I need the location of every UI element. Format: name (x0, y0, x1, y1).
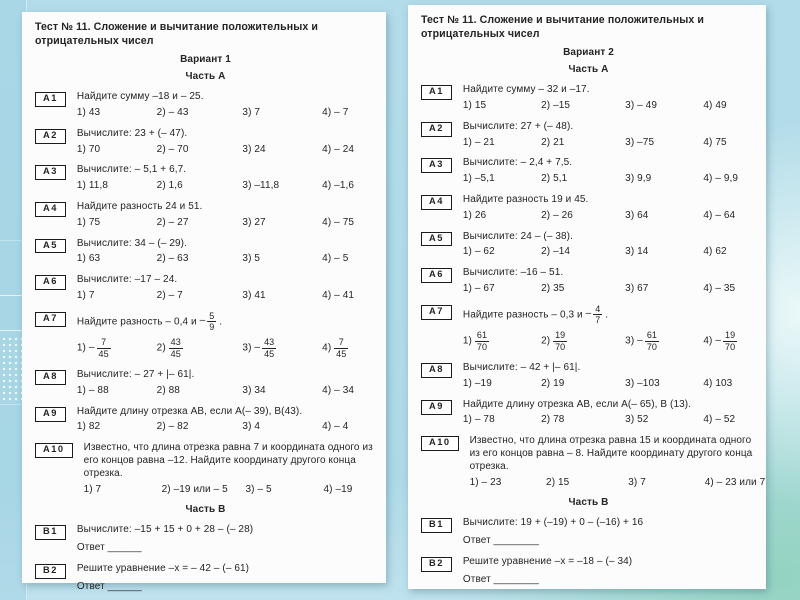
question-row (35, 311, 376, 362)
question-number-box: А7 (35, 312, 66, 327)
question-number-box: А8 (35, 370, 66, 385)
fraction-numerator: 19 (725, 330, 736, 341)
question-row (35, 442, 376, 499)
answer-option: 2) 19 (541, 377, 565, 389)
minus-sign: – (637, 334, 643, 346)
answer-options (463, 414, 756, 427)
answer-option: 2) 21 (541, 136, 565, 148)
answer-option: 4) $\frac{7}{45}$ (322, 337, 347, 359)
part-a-label: Часть А (185, 71, 226, 83)
answer-option: 2) –15 (541, 99, 571, 111)
fraction-denominator: 70 (555, 341, 566, 352)
question-row (421, 267, 756, 299)
answer-option: 2) – 70 (156, 143, 189, 155)
answer-options (77, 180, 376, 193)
answer-option: 3) 34 (242, 384, 266, 396)
answer-options (463, 330, 756, 352)
answer-option: 3) 7 (628, 476, 646, 488)
question-text: Вычислите: – 5,1 + 6,7. (76, 164, 187, 176)
fraction-numerator: 5 (209, 310, 215, 321)
answer-option: 3) –11,8 (242, 180, 280, 192)
question-row (421, 556, 756, 590)
answer-option: 4) – 4 (322, 421, 349, 433)
question-text: Вычислите: –17 – 24. (76, 274, 178, 286)
answer-option: 4) – 35 (703, 282, 736, 294)
fraction-denominator: 9 (209, 322, 215, 333)
question-number-box: А3 (421, 158, 452, 173)
answer-option: 4) –19 (323, 483, 353, 495)
question-number-box: А1 (35, 92, 66, 107)
question-number-box: А8 (421, 363, 452, 378)
answer-options (77, 217, 376, 230)
answer-option: 2) 1,6 (156, 180, 183, 192)
fraction-denominator: 7 (595, 315, 601, 326)
question-text: Известно, что длина отрезка равна 15 и координата одного из его концов равна – 8. Найдите координату другого конца отрезка. (469, 435, 753, 472)
answer-option: 4) – 34 (322, 384, 355, 396)
answer-option: 4) 49 (703, 99, 727, 111)
answer-option: 3) 52 (625, 414, 649, 426)
question-row (421, 435, 766, 492)
question-text: Найдите разность 19 и 45. (462, 193, 589, 205)
page-title: Тест № 11. Сложение и вычитание положительных и отрицательных чисел (35, 21, 319, 47)
question-row (35, 274, 376, 306)
answer-option: 3) 27 (242, 216, 266, 228)
answer-option: 2) –19 или – 5 (161, 483, 228, 495)
answer-option: 4) – 7 (322, 106, 349, 118)
question-text: Найдите разность – 0,3 и – $\frac{4}{7}$ . (462, 303, 609, 326)
question-text: Найдите сумму – 32 и –17. (462, 84, 590, 96)
question-number-box: А9 (421, 400, 452, 415)
fraction (169, 337, 183, 359)
question-row (421, 194, 756, 226)
question-text: Вычислите: –15 + 15 + 0 + 28 – (– 28) (76, 524, 254, 536)
question-number-box: В1 (35, 525, 66, 540)
question-text: Найдите длину отрезка АВ, если А(– 65), В (13). (462, 398, 692, 410)
answer-option: 2) – 43 (156, 106, 189, 118)
question-row (421, 231, 756, 263)
answer-option: 4) – 23 или 7 (704, 476, 766, 488)
answer-option: 1) 7 (83, 483, 102, 495)
answer-option: 2) – 7 (156, 289, 183, 301)
question-number-box: А10 (35, 443, 73, 458)
answer-option: 1) 82 (76, 421, 101, 433)
question-row (35, 369, 376, 401)
answer-option: 3) – 49 (625, 99, 658, 111)
minus-sign: – (88, 341, 95, 353)
answer-option: 4) – 75 (322, 216, 355, 228)
answer-options (463, 283, 756, 296)
question-text: Вычислите: 34 – (– 29). (76, 237, 187, 249)
answer-option: 4) – 24 (322, 143, 355, 155)
fraction (334, 337, 348, 359)
fraction (475, 330, 489, 352)
page-title: Тест № 11. Сложение и вычитание положительных и отрицательных чисел (421, 14, 705, 40)
test-page-variant-1 (22, 12, 386, 592)
question-text: Вычислите: 27 + (– 48). (462, 120, 574, 132)
answer-options (463, 378, 756, 391)
answer-option: 4) – 64 (703, 209, 736, 221)
question-number-box: А7 (421, 305, 452, 320)
question-row (421, 362, 756, 394)
question-number-box: А5 (35, 239, 66, 254)
test-page-variant-2 (408, 5, 766, 589)
fraction-numerator: 7 (97, 337, 111, 348)
answer-option: 2) – 26 (541, 209, 573, 221)
answer-option: 3) 24 (242, 143, 266, 155)
questions-list (35, 91, 376, 596)
question-number-box: А6 (421, 268, 452, 283)
part-b-label: Часть В (185, 504, 226, 516)
answer-option: 4) –1,6 (322, 180, 355, 192)
answer-blank-line: Ответ ______ (76, 580, 142, 592)
question-row (35, 524, 376, 558)
answer-option: 3) 9,9 (625, 173, 652, 185)
answer-option: 1) 63 (76, 253, 101, 265)
question-text: Найдите разность 24 и 51. (76, 200, 203, 212)
fraction (254, 337, 276, 359)
answer-option: 1) 70 (76, 143, 101, 155)
answer-option: 3) 64 (625, 209, 649, 221)
part-b-label: Часть В (568, 497, 609, 509)
answer-option: 1) – $\frac{7}{45}$ (76, 337, 109, 359)
answer-option: 1) – 62 (462, 246, 495, 258)
answer-option: 3) 5 (242, 253, 261, 265)
answer-option: 1) – 23 (469, 476, 502, 488)
part-a-label: Часть А (568, 64, 609, 76)
answer-option: 2) 78 (541, 414, 565, 426)
fraction (637, 330, 659, 352)
fraction-numerator: 61 (476, 330, 488, 341)
question-row (35, 238, 376, 270)
variant-label: Вариант 1 (180, 53, 231, 65)
answer-option: 2) – 63 (156, 253, 189, 265)
fraction-numerator: 43 (264, 337, 275, 348)
answer-option: 1) – 78 (462, 414, 495, 426)
answer-options (463, 246, 756, 259)
fraction-denominator: 70 (476, 341, 488, 352)
minus-sign: – (715, 334, 722, 346)
question-row (35, 563, 376, 597)
answer-options (469, 476, 766, 490)
answer-option: 2) 15 (546, 476, 570, 488)
question-text: Вычислите: 19 + (–19) + 0 – (–16) + 16 (462, 517, 644, 529)
question-text: Найдите сумму –18 и – 25. (76, 91, 204, 103)
fraction (586, 304, 603, 326)
answer-option: 1) –19 (462, 377, 492, 389)
variant-label: Вариант 2 (563, 46, 614, 58)
fraction (89, 337, 111, 359)
question-number-box: А5 (421, 232, 452, 247)
question-row (35, 406, 376, 438)
question-text: Найдите разность – 0,4 и – $\frac{5}{9}$ . (76, 310, 223, 333)
answer-options (463, 100, 756, 113)
fraction-denominator: 45 (170, 348, 181, 359)
answer-option: 3) 14 (625, 246, 649, 258)
answer-option: 2) $\frac{43}{45}$ (156, 337, 181, 359)
question-number-box: А6 (35, 275, 66, 290)
answer-option: 3) – 5 (245, 483, 272, 495)
question-row (421, 84, 756, 116)
answer-option: 4) 103 (703, 377, 733, 389)
answer-option: 4) 62 (703, 246, 727, 258)
fraction-numerator: 4 (595, 303, 601, 314)
fraction (200, 311, 217, 333)
fraction-numerator: 43 (170, 337, 181, 348)
minus-sign: – (254, 341, 261, 353)
answer-blank-line: Ответ ________ (462, 573, 539, 585)
answer-option: 4) – 52 (703, 414, 736, 426)
answer-option: 4) – 5 (322, 253, 349, 265)
answer-options (77, 107, 376, 120)
answer-option: 3) – $\frac{61}{70}$ (625, 330, 658, 352)
question-text: Решите уравнение –x = –18 – (– 34) (462, 555, 633, 567)
answer-options (77, 253, 376, 266)
answer-option: 1) 7 (76, 289, 95, 301)
answer-option: 2) – 82 (156, 421, 189, 433)
answer-option: 2) 5,1 (541, 173, 568, 185)
answer-option: 3) 41 (242, 289, 266, 301)
answer-blank-line: Ответ ________ (462, 535, 539, 547)
fraction-denominator: 45 (336, 348, 347, 359)
answer-option: 2) –14 (541, 246, 571, 258)
question-number-box: А2 (421, 122, 452, 137)
fraction-numerator: 19 (555, 330, 566, 341)
question-row (421, 304, 756, 355)
answer-options (77, 385, 376, 398)
fraction-denominator: 45 (98, 348, 109, 359)
fraction-numerator: 61 (646, 330, 658, 341)
fraction (553, 330, 567, 352)
answer-option: 3) 67 (625, 282, 649, 294)
question-number-box: А2 (35, 129, 66, 144)
question-number-box: А4 (421, 195, 452, 210)
answer-option: 1) – 21 (462, 136, 495, 148)
question-number-box: А9 (35, 407, 66, 422)
answer-option: 1) 26 (462, 209, 487, 221)
answer-option: 3) – $\frac{43}{45}$ (242, 337, 275, 359)
answer-options (463, 210, 756, 223)
minus-sign: – (585, 308, 592, 320)
answer-option: 1) $\frac{61}{70}$ (462, 330, 488, 352)
answer-option: 2) 88 (156, 384, 180, 396)
answer-option: 3) 4 (242, 421, 261, 433)
question-text: Известно, что длина отрезка равна 7 и координата одного из его концов равна –12. Найдите координату другого конца отрезка. (83, 442, 373, 479)
answer-options (77, 421, 376, 434)
question-row (35, 164, 376, 196)
question-number-box: В2 (421, 557, 452, 572)
answer-option: 2) $\frac{19}{70}$ (541, 330, 566, 352)
question-row (421, 157, 756, 189)
question-number-box: В2 (35, 564, 66, 579)
fraction (715, 330, 737, 352)
fraction-denominator: 70 (646, 341, 658, 352)
answer-option: 1) – 88 (76, 384, 109, 396)
question-row (421, 399, 756, 431)
question-row (35, 91, 376, 123)
question-text: Вычислите: 24 – (– 38). (462, 230, 573, 242)
answer-options (463, 173, 756, 186)
fraction-denominator: 45 (264, 348, 275, 359)
answer-option: 2) – 27 (156, 216, 189, 228)
answer-option: 3) –75 (625, 136, 655, 148)
answer-options (77, 290, 376, 303)
answer-option: 4) – 9,9 (703, 173, 739, 185)
question-number-box: А1 (421, 85, 452, 100)
question-row (421, 121, 756, 153)
questions-list (421, 84, 766, 589)
answer-option: 1) – 67 (462, 282, 495, 294)
question-text: Найдите длину отрезка АВ, если А(– 39), В(43). (76, 405, 303, 417)
question-number-box: А4 (35, 202, 66, 217)
answer-options (463, 137, 756, 150)
question-text: Вычислите: – 42 + |– 61|. (462, 362, 581, 374)
question-text: Вычислите: – 2,4 + 7,5. (462, 157, 573, 169)
answer-option: 1) –5,1 (462, 173, 495, 185)
answer-option: 3) 7 (242, 106, 261, 118)
answer-option: 2) 35 (541, 282, 565, 294)
fraction-numerator: 7 (334, 337, 348, 348)
answer-option: 4) – $\frac{19}{70}$ (703, 330, 736, 352)
question-text: Решите уравнение –x = – 42 – (– 61) (76, 562, 250, 574)
answer-option: 1) 11,8 (76, 180, 108, 192)
answer-options (77, 337, 376, 359)
question-number-box: В1 (421, 518, 452, 533)
question-number-box: А10 (421, 436, 459, 451)
answer-option: 1) 43 (76, 106, 101, 118)
minus-sign: – (199, 315, 206, 327)
question-text: Вычислите: 23 + (– 47). (76, 127, 188, 139)
question-text: Вычислите: – 27 + |– 61|. (76, 369, 195, 381)
answer-option: 1) 15 (462, 99, 487, 111)
answer-options (77, 144, 376, 157)
answer-option: 4) – 41 (322, 289, 355, 301)
answer-option: 1) 75 (76, 216, 101, 228)
answer-option: 4) 75 (703, 136, 727, 148)
fraction-denominator: 70 (725, 341, 736, 352)
answer-options (84, 484, 376, 497)
question-number-box: А3 (35, 165, 66, 180)
question-row (35, 128, 376, 160)
question-row (421, 517, 756, 551)
question-text: Вычислите: –16 – 51. (462, 267, 564, 279)
answer-blank-line: Ответ ______ (76, 542, 142, 554)
answer-option: 3) –103 (625, 377, 660, 389)
question-row (35, 201, 376, 233)
